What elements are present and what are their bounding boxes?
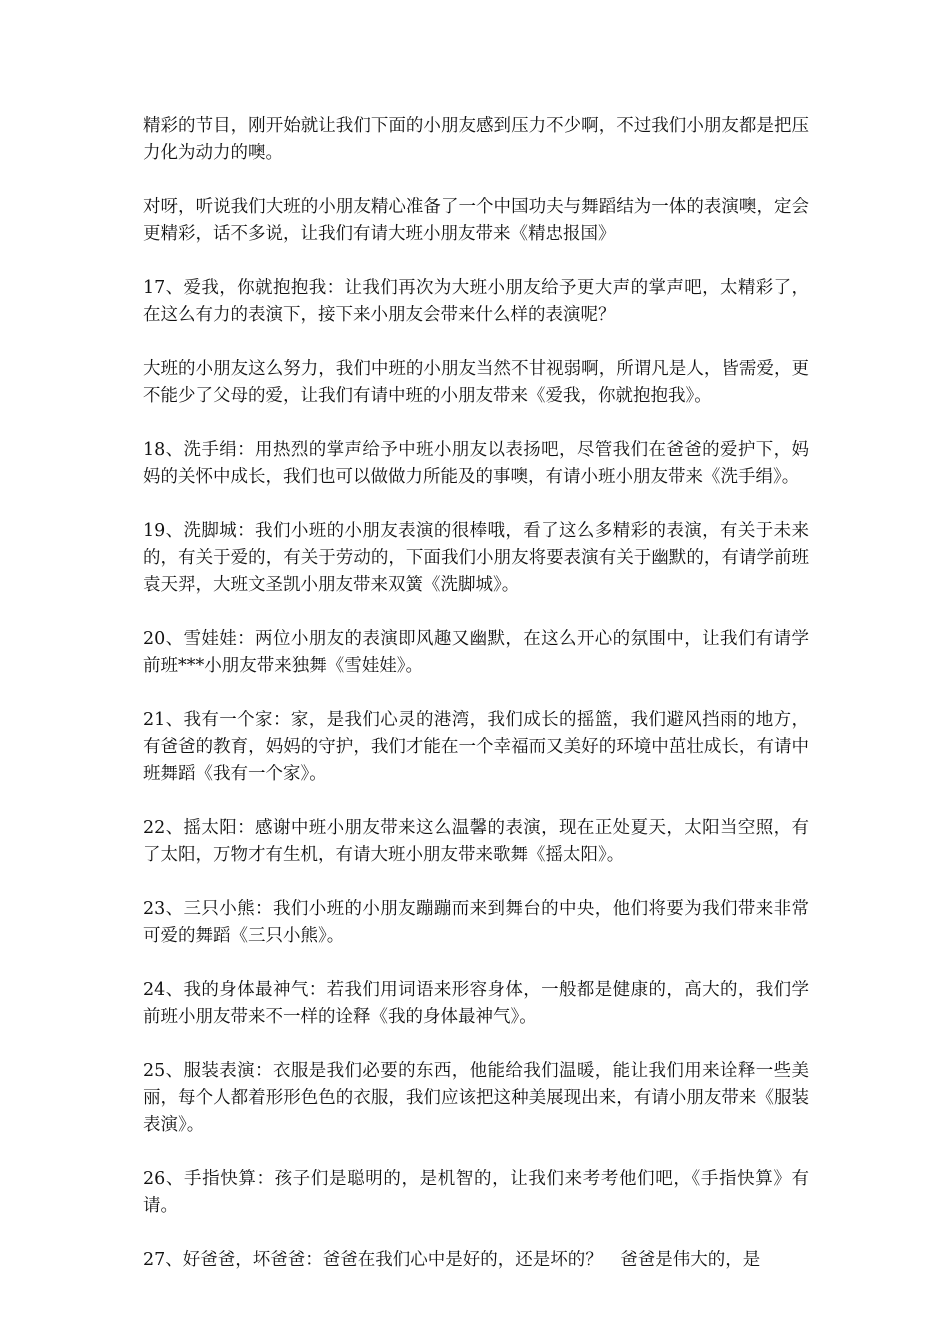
paragraph-item-17-cont: 大班的小朋友这么努力，我们中班的小朋友当然不甘视弱啊，所谓凡是人，皆需爱，更不能少了父母的爱，让我们有请中班的小朋友带来《爱我，你就抱抱我》。 [143, 359, 809, 406]
paragraph-intro-1: 精彩的节目，刚开始就让我们下面的小朋友感到压力不少啊，不过我们小朋友都是把压力化为动力的噢。 [143, 116, 809, 163]
paragraph-item-19: 19、洗脚城：我们小班的小朋友表演的很棒哦，看了这么多精彩的表演，有关于未来的，有关于爱的，有关于劳动的，下面我们小朋友将要表演有关于幽默的，有请学前班袁天羿，大班文圣凯小朋友带来双簧《洗脚城》。 [143, 521, 809, 595]
paragraph-item-23: 23、三只小熊：我们小班的小朋友蹦蹦而来到舞台的中央，他们将要为我们带来非常可爱的舞蹈《三只小熊》。 [143, 899, 809, 946]
paragraph-item-26: 26、手指快算：孩子们是聪明的，是机智的，让我们来考考他们吧，《手指快算》有请。 [143, 1169, 809, 1216]
paragraph-item-17: 17、爱我，你就抱抱我：让我们再次为大班小朋友给予更大声的掌声吧，太精彩了，在这么有力的表演下，接下来小朋友会带来什么样的表演呢？ [143, 278, 809, 325]
document-body [143, 113, 809, 1301]
paragraph-item-25: 25、服装表演：衣服是我们必要的东西，他能给我们温暖，能让我们用来诠释一些美丽，每个人都着形形色色的衣服，我们应该把这种美展现出来，有请小朋友带来《服装表演》。 [143, 1061, 809, 1135]
paragraph-item-21: 21、我有一个家：家，是我们心灵的港湾，我们成长的摇篮，我们避风挡雨的地方，有爸爸的教育，妈妈的守护，我们才能在一个幸福而又美好的环境中茁壮成长，有请中班舞蹈《我有一个家》。 [143, 710, 809, 784]
paragraph-item-20: 20、雪娃娃：两位小朋友的表演即风趣又幽默，在这么开心的氛围中，让我们有请学前班***小朋友带来独舞《雪娃娃》。 [143, 629, 809, 676]
paragraph-item-18: 18、洗手绢：用热烈的掌声给予中班小朋友以表扬吧，尽管我们在爸爸的爱护下，妈妈的关怀中成长，我们也可以做做力所能及的事噢，有请小班小朋友带来《洗手绢》。 [143, 440, 809, 487]
paragraph-item-22: 22、摇太阳：感谢中班小朋友带来这么温馨的表演，现在正处夏天，太阳当空照，有了太阳，万物才有生机，有请大班小朋友带来歌舞《摇太阳》。 [143, 818, 809, 865]
paragraph-item-24: 24、我的身体最神气：若我们用词语来形容身体，一般都是健康的，高大的，我们学前班小朋友带来不一样的诠释《我的身体最神气》。 [143, 980, 809, 1027]
paragraph-item-27: 27、好爸爸，坏爸爸：爸爸在我们心中是好的，还是坏的？ 爸爸是伟大的，是 [143, 1250, 761, 1270]
paragraph-intro-2: 对呀，听说我们大班的小朋友精心准备了一个中国功夫与舞蹈结为一体的表演噢，定会更精彩，话不多说，让我们有请大班小朋友带来《精忠报国》 [143, 197, 809, 244]
